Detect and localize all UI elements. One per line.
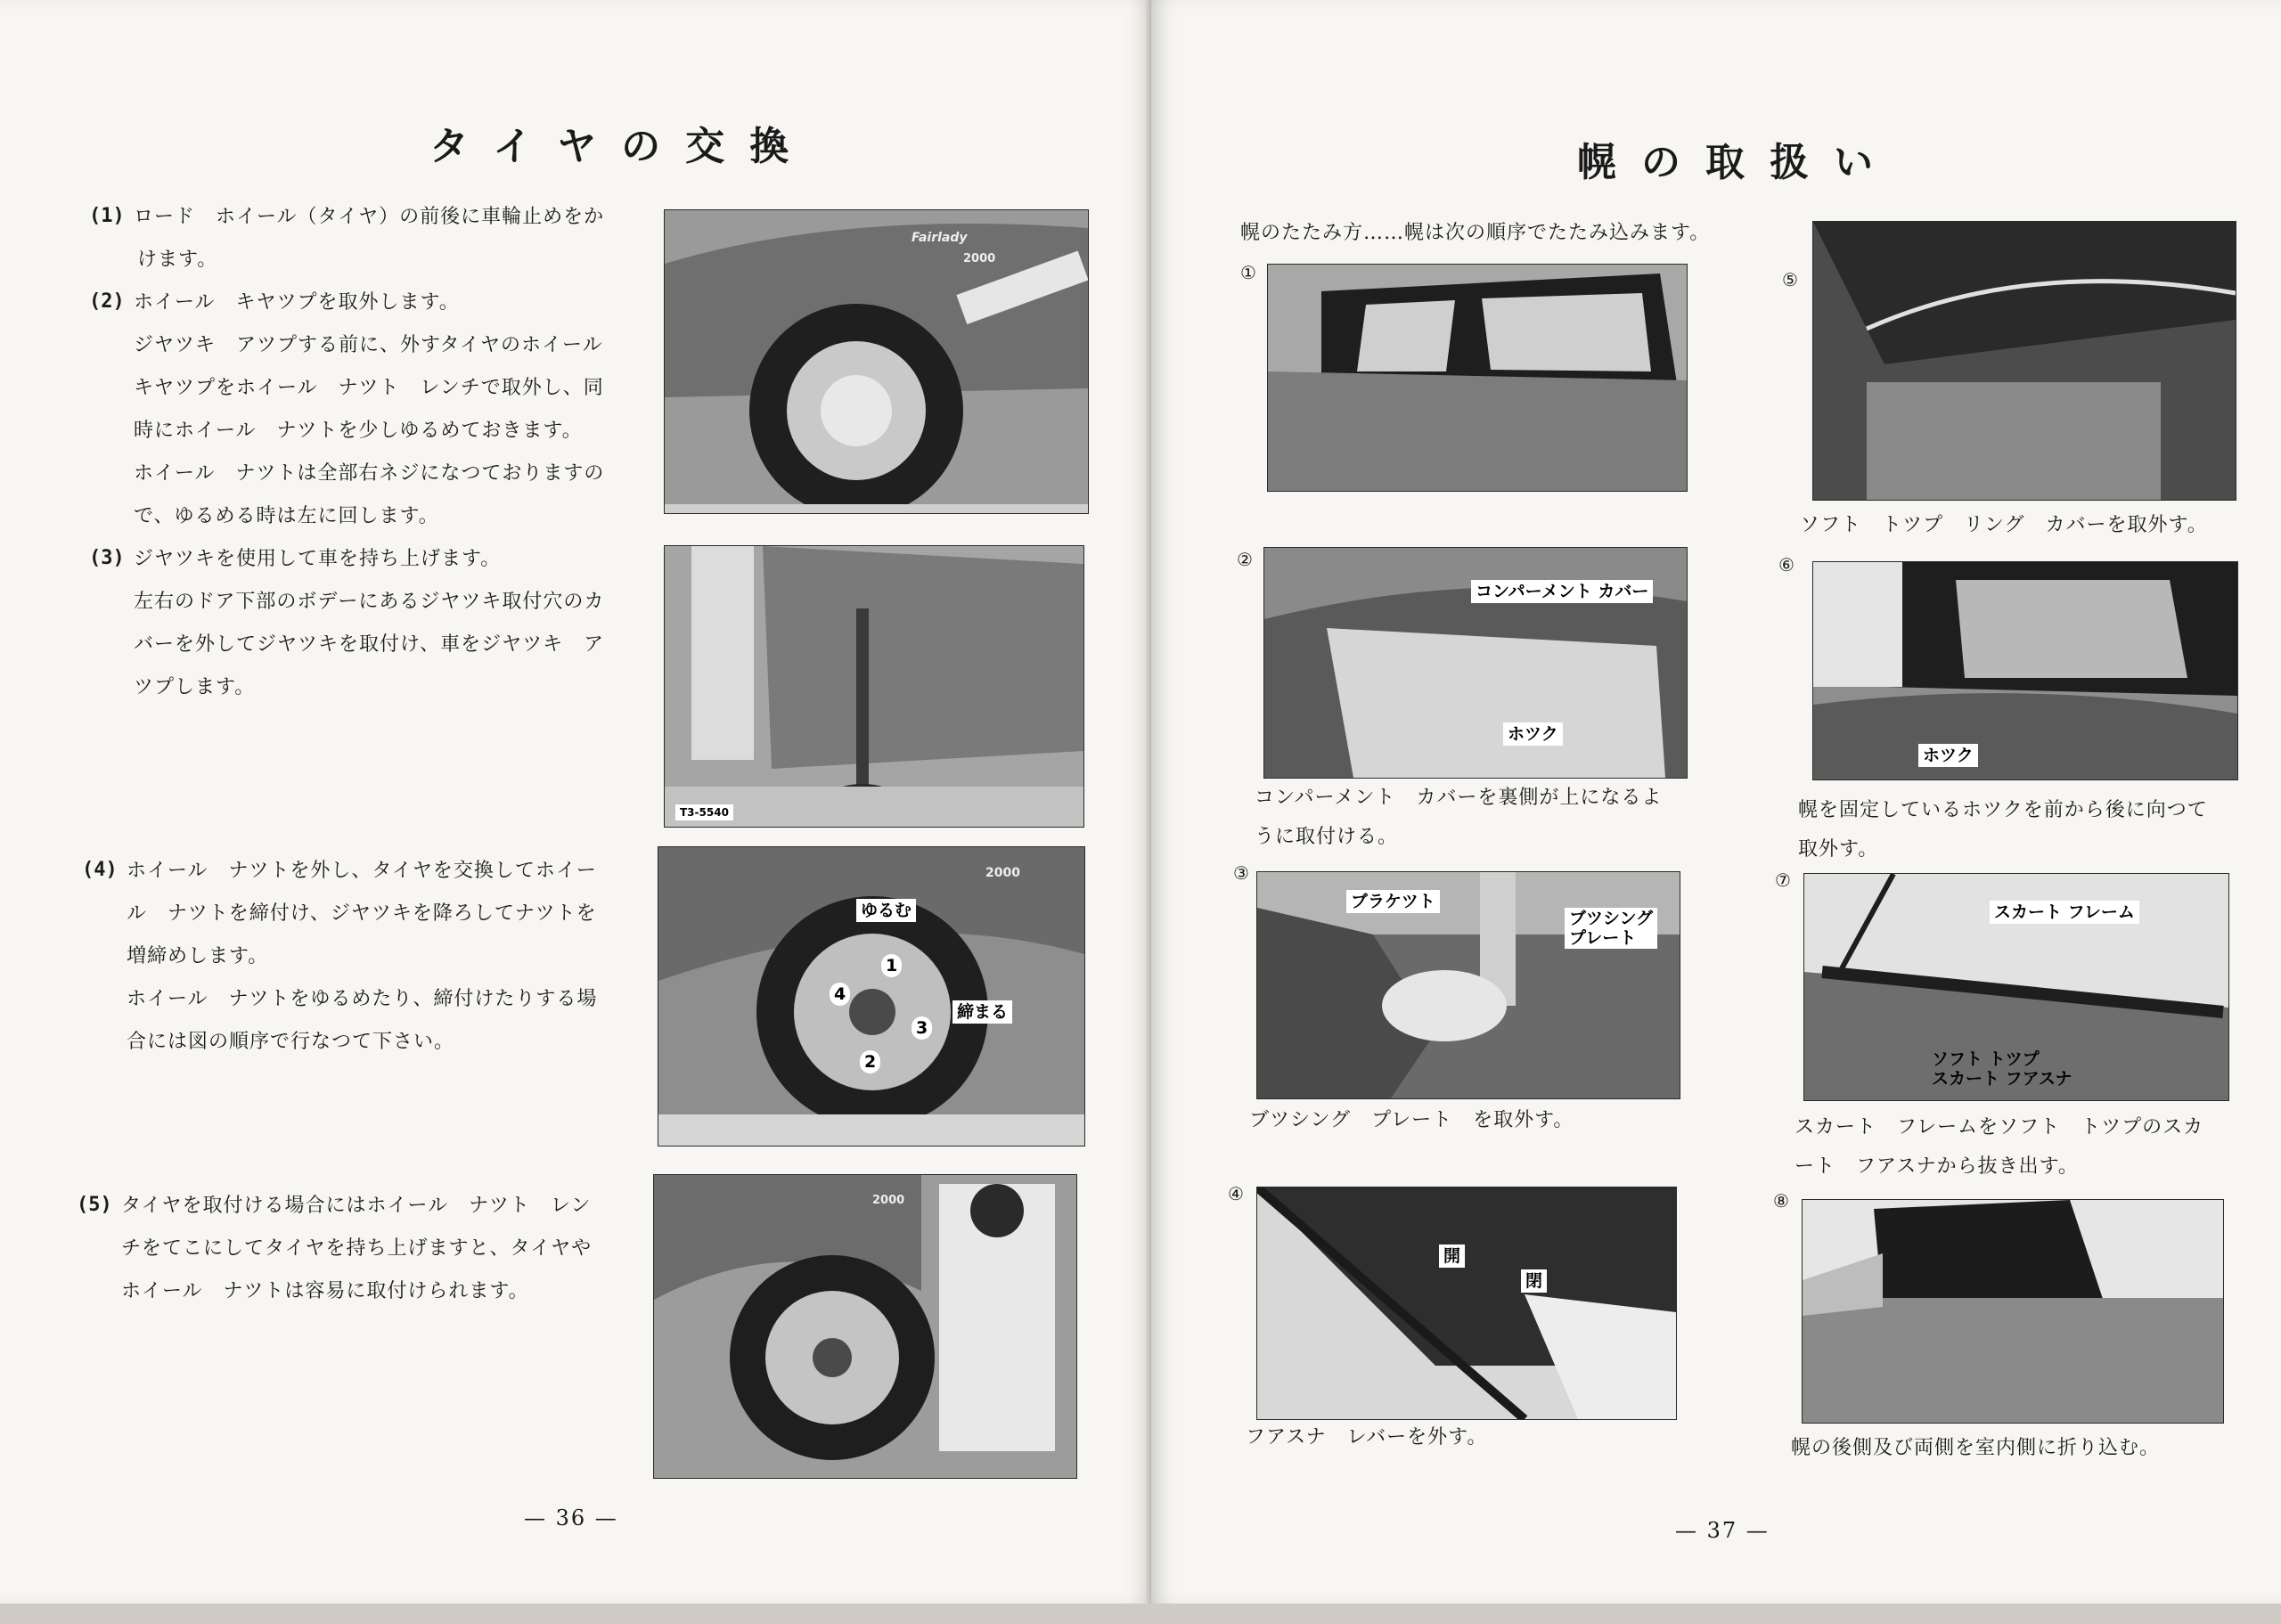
page-number: — 37 — [1675, 1518, 1770, 1543]
text-line: ホイール ナツトは全部右ネジになつておりますの [134, 462, 605, 485]
step-caption: 幌を固定しているホツクを前から後に向つて 取外す。 [1798, 799, 2208, 861]
page-title: 幌の取扱い [1577, 140, 1898, 185]
text-line: タイヤを取付ける場合にはホイール ナツト レン [121, 1195, 592, 1217]
callout-label: ホツク [1503, 722, 1563, 746]
nut-number: 2 [860, 1050, 880, 1073]
step-number: ⑧ [1773, 1190, 1789, 1212]
model-badge: 2000 [963, 252, 996, 265]
step-caption: 幌の後側及び両側を室内側に折り込む。 [1791, 1437, 2161, 1459]
text-line: ホイール キヤツプを取外します。 [134, 291, 460, 314]
step-number: ③ [1233, 862, 1249, 884]
photo-illustration [1813, 222, 2236, 500]
callout-label: ブラケツト [1346, 890, 1440, 913]
model-badge: 2000 [872, 1194, 905, 1207]
text-line: ホイール ナツトは容易に取付けられます。 [121, 1280, 529, 1302]
callout-label: ブツシング プレート [1565, 908, 1657, 949]
photo-lift-tire [653, 1174, 1077, 1479]
book-bottom-edge [0, 1604, 2281, 1624]
step-text [127, 850, 643, 1064]
text-line: ホイール ナツトをゆるめたり、締付けたりする場 [127, 988, 598, 1010]
text-line: ジヤツキを使用して車を持ち上げます。 [134, 548, 502, 570]
photo-code: T3-5540 [675, 804, 733, 820]
step-number: ⑦ [1775, 869, 1791, 891]
nut-number: 1 [881, 954, 902, 977]
step-number: (5) [77, 1194, 112, 1216]
step-caption: ブツシング プレート を取外す。 [1249, 1109, 1574, 1131]
callout-label: コンパーメント カバー [1471, 580, 1653, 603]
text-line: チをてこにしてタイヤを持ち上げますと、タイヤや [121, 1237, 593, 1260]
callout-label: スカート フレーム [1990, 901, 2139, 924]
step-caption: スカート フレームをソフト トツプのスカ ート フアスナから抜き出す。 [1795, 1116, 2204, 1178]
nut-number: 3 [912, 1016, 932, 1040]
step-text [134, 538, 650, 709]
model-badge: 2000 [985, 866, 1020, 880]
text-line: けます。 [137, 249, 218, 271]
right-page [1151, 0, 2281, 1604]
step-number: (4) [82, 859, 118, 881]
callout-label: ホツク [1918, 744, 1978, 767]
photo-illustration [654, 1175, 1076, 1478]
text-line: ル ナツトを締付け、ジヤツキを降ろしてナツトを [127, 902, 597, 925]
step-text [121, 1185, 638, 1313]
callout-label: 閉 [1521, 1269, 1547, 1293]
photo-illustration [1257, 1187, 1676, 1419]
text-line: 合には図の順序で行なつて下さい。 [127, 1031, 455, 1053]
photo-step-7 [1803, 873, 2229, 1101]
nut-number: 4 [830, 983, 850, 1006]
photo-illustration [1813, 562, 2237, 779]
photo-step-8 [1802, 1199, 2224, 1424]
step-caption: ソフト トツプ リング カバーを取外す。 [1800, 514, 2208, 536]
step-text [134, 282, 650, 538]
photo-step-2 [1263, 547, 1688, 779]
step-caption: コンパーメント カバーを裏側が上になるよ うに取付ける。 [1255, 787, 1663, 848]
car-emblem: Fairlady [912, 231, 968, 245]
photo-illustration [665, 210, 1088, 513]
photo-illustration [1803, 1200, 2223, 1423]
callout-label: 開 [1439, 1245, 1465, 1268]
text-line: ツプします。 [134, 676, 256, 698]
tighten-label: 締まる [952, 1000, 1012, 1024]
step-number: ⑥ [1778, 554, 1795, 575]
photo-nut-order [658, 846, 1085, 1147]
photo-step-3 [1256, 871, 1680, 1099]
step-number: ② [1237, 549, 1253, 570]
text-line: キヤツプをホイール ナツト レンチで取外し、同 [134, 377, 604, 399]
step-text [134, 196, 650, 282]
text-line: で、ゆるめる時は左に回します。 [134, 505, 439, 527]
photo-wheel-cap [664, 209, 1089, 514]
text-line: ホイール ナツトを外し、タイヤを交換してホイー [127, 860, 597, 882]
photo-step-4 [1256, 1187, 1677, 1420]
step-caption: フアスナ レバーを外す。 [1246, 1426, 1488, 1449]
page-number: — 36 — [524, 1506, 618, 1530]
step-number: (1) [89, 205, 125, 227]
callout-label: ソフト トツプ スカート フアスナ [1932, 1049, 2073, 1089]
photo-jack [664, 545, 1084, 828]
step-number: ④ [1228, 1183, 1244, 1204]
step-number: (3) [89, 547, 125, 569]
step-number: (2) [89, 290, 125, 313]
step-number: ① [1240, 262, 1256, 283]
step-number: ⑤ [1782, 269, 1798, 290]
photo-step-1 [1267, 264, 1688, 492]
photo-step-6 [1812, 561, 2238, 780]
photo-illustration [1257, 872, 1680, 1098]
text-line: 時にホイール ナツトを少しゆるめておきます。 [134, 420, 583, 442]
photo-illustration [665, 546, 1083, 827]
intro-text: 幌のたたみ方……幌は次の順序でたたみ込みます。 [1240, 222, 1711, 244]
text-line: 左右のドア下部のボデーにあるジヤツキ取付穴のカ [134, 591, 605, 613]
photo-illustration [658, 847, 1084, 1146]
text-line: 増締めします。 [127, 945, 269, 967]
text-line: バーを外してジヤツキを取付け、車をジヤツキ ア [134, 633, 605, 656]
photo-step-5 [1812, 221, 2236, 501]
photo-illustration [1268, 265, 1687, 491]
text-line: ロード ホイール（タイヤ）の前後に車輪止めをか [134, 206, 605, 228]
loosen-label: ゆるむ [856, 899, 916, 922]
left-page [0, 0, 1151, 1604]
page-title: タイヤの交換 [429, 124, 814, 169]
text-line: ジヤツキ アツプする前に、外すタイヤのホイール [134, 334, 603, 356]
